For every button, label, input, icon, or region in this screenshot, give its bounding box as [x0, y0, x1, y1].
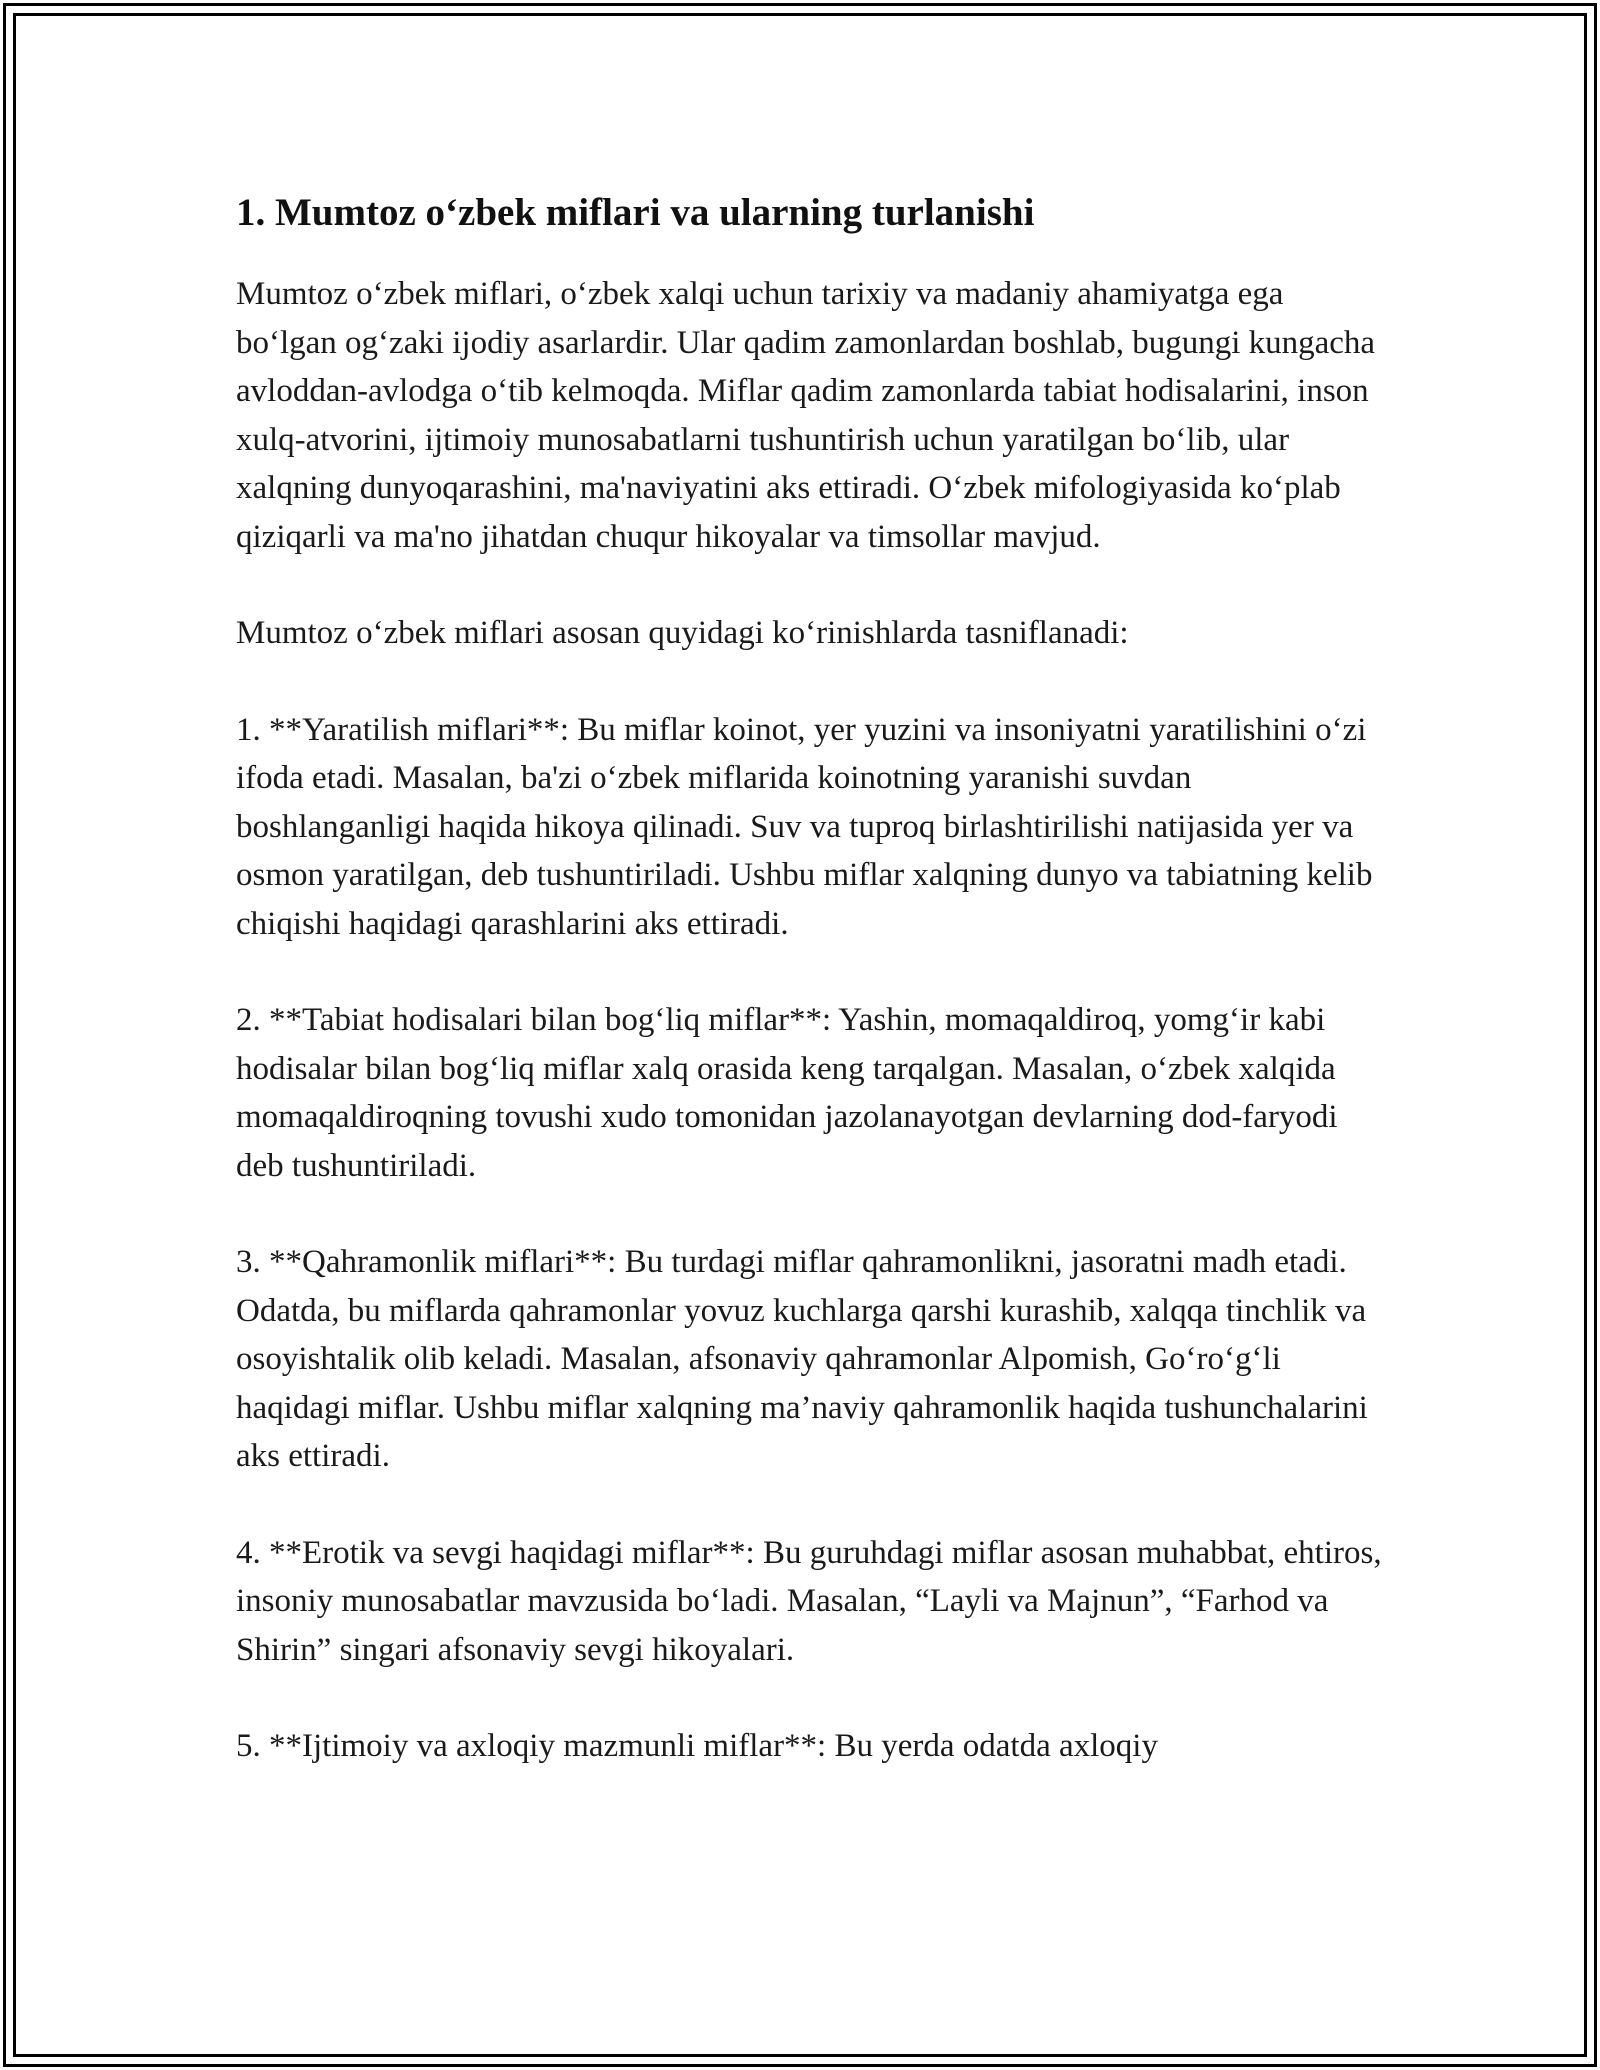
document-body [236, 186, 1386, 1819]
list-item-creation-myths: 1. **Yaratilish miflari**: Bu miflar koinot, yer yuzini va insoniyatni yaratilishini o‘zi ifoda etadi. Masalan, ba'zi o‘zbek miflarida koinotning yaranishi suvdan boshlanganligi haqida hikoya qilinadi. Suv va tuproq birlashtirilishi natijasida yer va osmon yaratilgan, deb tushuntiriladi. Ushbu miflar xalqning dunyo va tabiatning kelib chiqishi haqidagi qarashlarini aks ettiradi. [236, 711, 1373, 942]
classification-intro: Mumtoz o‘zbek miflari asosan quyidagi ko‘rinishlarda tasniflanadi: [236, 615, 1129, 651]
list-item-heroic-myths: 3. **Qahramonlik miflari**: Bu turdagi miflar qahramonlikni, jasoratni madh etadi. Odatda, bu miflarda qahramonlar yovuz kuchlarga qarshi kurashib, xalqqa tinchlik va osoyishtalik olib keladi. Masalan, afsonaviy qahramonlar Alpomish, Go‘ro‘g‘li haqidagi miflar. Ushbu miflar xalqning ma’naviy qahramonlik haqida tushunchalarini aks ettiradi. [236, 1244, 1368, 1474]
list-item-social-myths: 5. **Ijtimoiy va axloqiy mazmunli miflar**: Bu yerda odatda axloqiy [236, 1728, 1158, 1764]
section-heading: 1. Mumtoz o‘zbek miflari va ularning turlanishi [236, 191, 1035, 234]
list-item-nature-myths: 2. **Tabiat hodisalari bilan bog‘liq miflar**: Yashin, momaqaldiroq, yomg‘ir kabi hodisalar bilan bog‘liq miflar xalq orasida keng tarqalgan. Masalan, o‘zbek xalqida momaqaldiroqning tovushi xudo tomonidan jazolanayotgan devlarning dod-faryodi deb tushuntiriladi. [236, 1002, 1338, 1184]
intro-paragraph: Mumtoz o‘zbek miflari, o‘zbek xalqi uchun tarixiy va madaniy ahamiyatga ega bo‘lgan og‘zaki ijodiy asarlardir. Ular qadim zamonlardan boshlab, bugungi kungacha avloddan-avlodga o‘tib kelmoqda. Miflar qadim zamonlarda tabiat hodisalarini, inson xulq-atvorini, ijtimoiy munosabatlarni tushuntirish uchun yaratilgan bo‘lib, ular xalqning dunyoqarashini, ma'naviyatini aks ettiradi. O‘zbek mifologiyasida ko‘plab qiziqarli va ma'no jihatdan chuqur hikoyalar va timsollar mavjud. [236, 276, 1376, 555]
list-item-love-myths: 4. **Erotik va sevgi haqidagi miflar**: Bu guruhdagi miflar asosan muhabbat, ehtiros, insoniy munosabatlar mavzusida bo‘ladi. Masalan, “Layli va Majnun”, “Farhod va Shirin” singari afsonaviy sevgi hikoyalari. [236, 1534, 1382, 1668]
